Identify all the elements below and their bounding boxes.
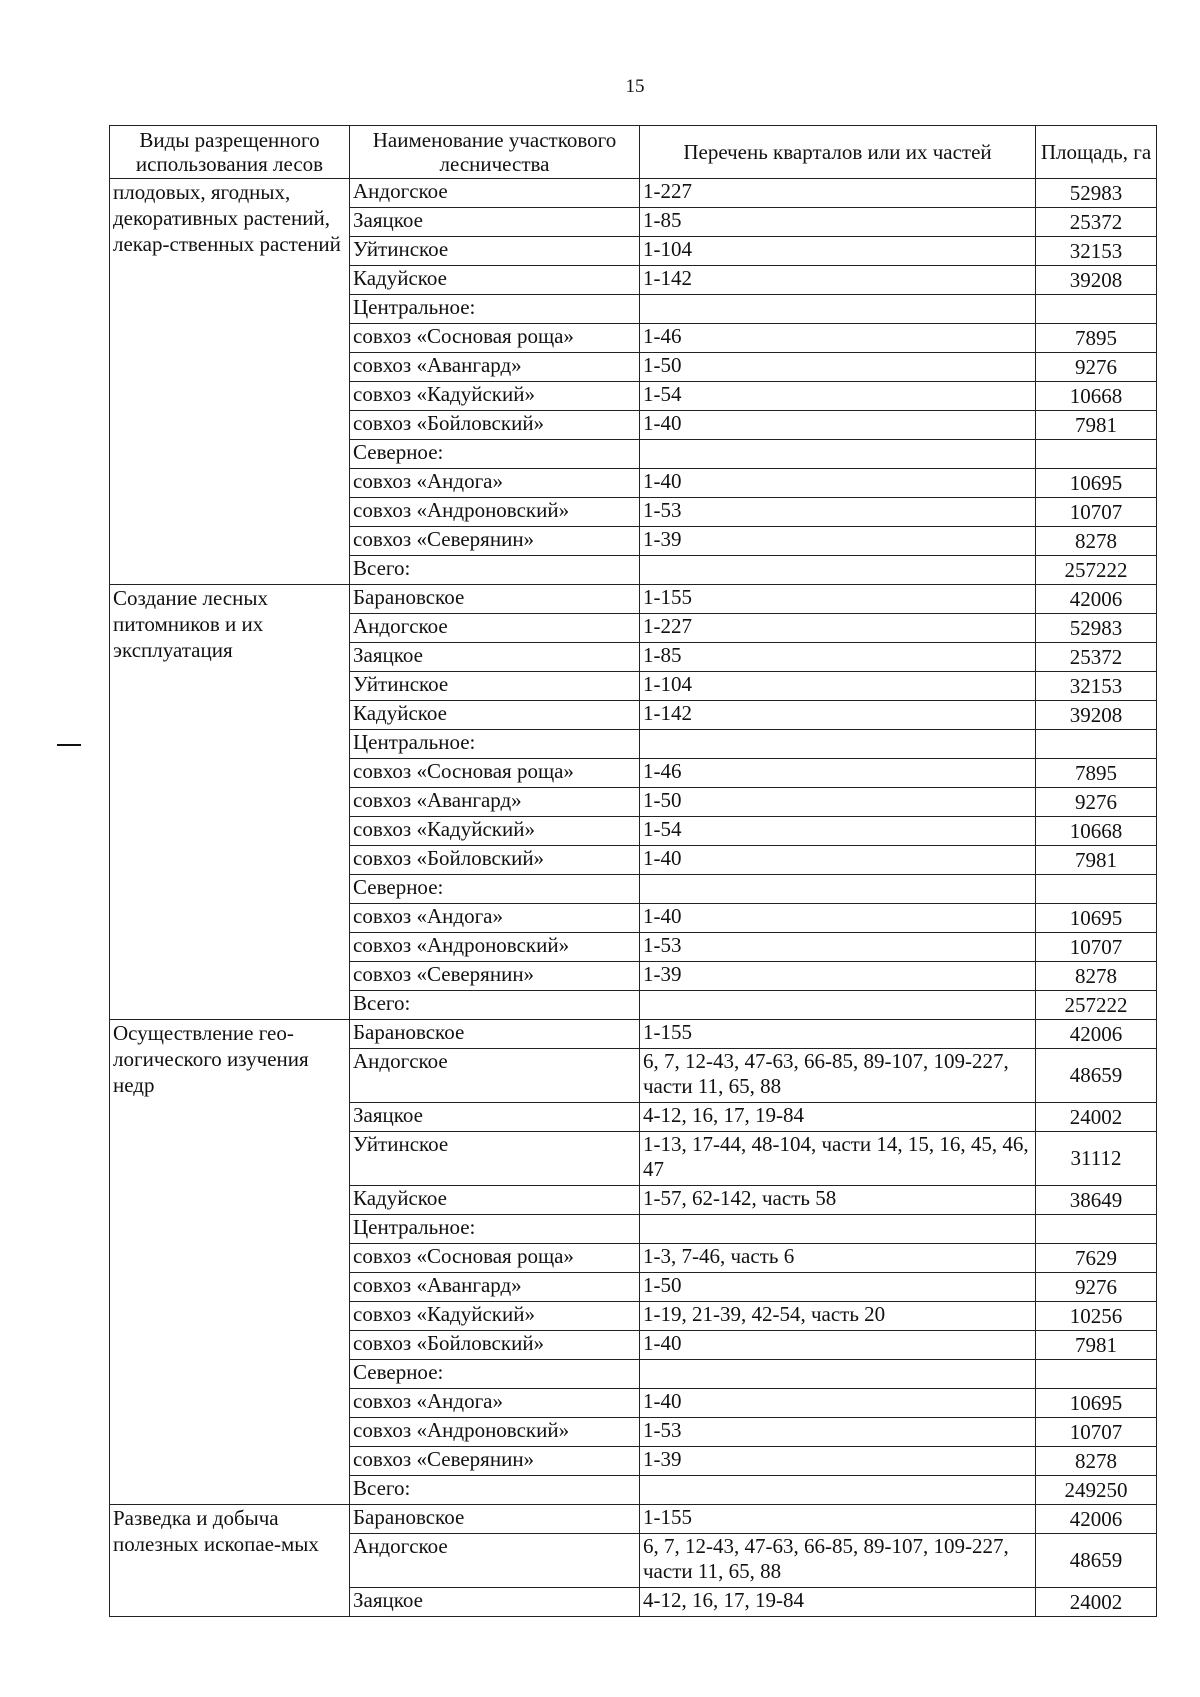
quarters-cell bbox=[640, 730, 1036, 759]
margin-dash-mark bbox=[57, 744, 81, 746]
quarters-cell: 1-53 bbox=[640, 1418, 1036, 1447]
area-cell bbox=[1036, 1215, 1157, 1244]
area-cell: 7629 bbox=[1036, 1244, 1157, 1273]
forestry-name-cell: Центральное: bbox=[350, 295, 640, 324]
quarters-cell: 1-142 bbox=[640, 701, 1036, 730]
use-type-cell: Осуществление гео-логического изучения недр bbox=[110, 1020, 350, 1505]
quarters-cell: 1-46 bbox=[640, 324, 1036, 353]
area-cell: 10707 bbox=[1036, 1418, 1157, 1447]
forestry-name-cell: совхоз «Андроновский» bbox=[350, 1418, 640, 1447]
forestry-name-cell: Барановское bbox=[350, 585, 640, 614]
forestry-name-cell: совхоз «Андога» bbox=[350, 1389, 640, 1418]
table-row bbox=[110, 1505, 1157, 1534]
forestry-name-cell: Северное: bbox=[350, 1360, 640, 1389]
area-cell: 7981 bbox=[1036, 846, 1157, 875]
quarters-cell bbox=[640, 991, 1036, 1020]
forestry-name-cell: совхоз «Северянин» bbox=[350, 962, 640, 991]
quarters-cell: 1-50 bbox=[640, 1273, 1036, 1302]
table-header-row bbox=[110, 126, 1157, 179]
forestry-name-cell: Кадуйское bbox=[350, 1186, 640, 1215]
area-cell: 39208 bbox=[1036, 266, 1157, 295]
quarters-cell: 1-54 bbox=[640, 817, 1036, 846]
area-cell bbox=[1036, 1360, 1157, 1389]
area-cell: 8278 bbox=[1036, 1447, 1157, 1476]
quarters-cell: 1-3, 7-46, часть 6 bbox=[640, 1244, 1036, 1273]
quarters-cell: 1-40 bbox=[640, 1389, 1036, 1418]
header-quarters-list: Перечень кварталов или их частей bbox=[640, 126, 1036, 179]
area-cell: 25372 bbox=[1036, 643, 1157, 672]
quarters-cell bbox=[640, 440, 1036, 469]
area-cell: 8278 bbox=[1036, 527, 1157, 556]
quarters-cell: 1-57, 62-142, часть 58 bbox=[640, 1186, 1036, 1215]
quarters-cell: 1-13, 17-44, 48-104, части 14, 15, 16, 45, 46, 47 bbox=[640, 1132, 1036, 1186]
table-row bbox=[110, 179, 1157, 208]
quarters-cell: 1-19, 21-39, 42-54, часть 20 bbox=[640, 1302, 1036, 1331]
area-cell: 10695 bbox=[1036, 904, 1157, 933]
header-area: Площадь, га bbox=[1036, 126, 1157, 179]
forestry-name-cell: Уйтинское bbox=[350, 672, 640, 701]
quarters-cell: 1-155 bbox=[640, 585, 1036, 614]
area-cell: 257222 bbox=[1036, 556, 1157, 585]
forestry-name-cell: Андогское bbox=[350, 179, 640, 208]
quarters-cell: 1-40 bbox=[640, 411, 1036, 440]
area-cell bbox=[1036, 875, 1157, 904]
area-cell: 10668 bbox=[1036, 817, 1157, 846]
area-cell: 39208 bbox=[1036, 701, 1157, 730]
forestry-name-cell: совхоз «Андроновский» bbox=[350, 498, 640, 527]
quarters-cell bbox=[640, 1215, 1036, 1244]
area-cell bbox=[1036, 440, 1157, 469]
forestry-name-cell: Всего: bbox=[350, 1476, 640, 1505]
forestry-name-cell: совхоз «Кадуйский» bbox=[350, 1302, 640, 1331]
quarters-cell: 1-40 bbox=[640, 1331, 1036, 1360]
quarters-cell: 4-12, 16, 17, 19-84 bbox=[640, 1103, 1036, 1132]
area-cell: 10695 bbox=[1036, 469, 1157, 498]
area-cell: 7981 bbox=[1036, 411, 1157, 440]
forestry-name-cell: Барановское bbox=[350, 1505, 640, 1534]
forestry-name-cell: совхоз «Бойловский» bbox=[350, 411, 640, 440]
quarters-cell: 1-53 bbox=[640, 933, 1036, 962]
forestry-name-cell: Центральное: bbox=[350, 730, 640, 759]
forestry-name-cell: совхоз «Бойловский» bbox=[350, 846, 640, 875]
forestry-name-cell: Барановское bbox=[350, 1020, 640, 1049]
table-row bbox=[110, 585, 1157, 614]
area-cell: 42006 bbox=[1036, 585, 1157, 614]
area-cell: 25372 bbox=[1036, 208, 1157, 237]
quarters-cell: 1-39 bbox=[640, 962, 1036, 991]
use-type-cell: плодовых, ягодных, декоративных растений, лекар-ственных растений bbox=[110, 179, 350, 585]
quarters-cell: 1-155 bbox=[640, 1505, 1036, 1534]
area-cell: 8278 bbox=[1036, 962, 1157, 991]
area-cell: 32153 bbox=[1036, 237, 1157, 266]
use-type-cell: Создание лесных питомников и их эксплуатация bbox=[110, 585, 350, 1020]
forestry-name-cell: совхоз «Авангард» bbox=[350, 1273, 640, 1302]
quarters-cell: 1-227 bbox=[640, 614, 1036, 643]
area-cell: 9276 bbox=[1036, 1273, 1157, 1302]
forestry-name-cell: совхоз «Северянин» bbox=[350, 1447, 640, 1476]
area-cell: 24002 bbox=[1036, 1103, 1157, 1132]
forestry-name-cell: Северное: bbox=[350, 875, 640, 904]
forestry-name-cell: Андогское bbox=[350, 1534, 640, 1588]
forest-use-table bbox=[109, 125, 1157, 1617]
forestry-name-cell: Кадуйское bbox=[350, 701, 640, 730]
quarters-cell: 6, 7, 12-43, 47-63, 66-85, 89-107, 109-227, части 11, 65, 88 bbox=[640, 1049, 1036, 1103]
area-cell bbox=[1036, 295, 1157, 324]
forestry-name-cell: Заяцкое bbox=[350, 643, 640, 672]
forestry-name-cell: Андогское bbox=[350, 614, 640, 643]
table-body bbox=[110, 179, 1157, 1617]
area-cell: 52983 bbox=[1036, 614, 1157, 643]
forestry-name-cell: Заяцкое bbox=[350, 1103, 640, 1132]
area-cell: 10668 bbox=[1036, 382, 1157, 411]
forestry-name-cell: совхоз «Андроновский» bbox=[350, 933, 640, 962]
forestry-name-cell: совхоз «Авангард» bbox=[350, 788, 640, 817]
area-cell: 52983 bbox=[1036, 179, 1157, 208]
area-cell: 10707 bbox=[1036, 933, 1157, 962]
forestry-name-cell: Кадуйское bbox=[350, 266, 640, 295]
forestry-name-cell: совхоз «Андога» bbox=[350, 469, 640, 498]
forestry-name-cell: совхоз «Бойловский» bbox=[350, 1331, 640, 1360]
quarters-cell: 4-12, 16, 17, 19-84 bbox=[640, 1588, 1036, 1617]
forestry-name-cell: Андогское bbox=[350, 1049, 640, 1103]
quarters-cell: 1-40 bbox=[640, 904, 1036, 933]
area-cell: 31112 bbox=[1036, 1132, 1157, 1186]
forestry-name-cell: Уйтинское bbox=[350, 237, 640, 266]
quarters-cell: 6, 7, 12-43, 47-63, 66-85, 89-107, 109-227, части 11, 65, 88 bbox=[640, 1534, 1036, 1588]
area-cell: 7895 bbox=[1036, 324, 1157, 353]
quarters-cell: 1-39 bbox=[640, 1447, 1036, 1476]
quarters-cell bbox=[640, 556, 1036, 585]
forestry-name-cell: Всего: bbox=[350, 991, 640, 1020]
header-use-type: Виды разрещенного использования лесов bbox=[110, 126, 350, 179]
quarters-cell: 1-155 bbox=[640, 1020, 1036, 1049]
area-cell: 257222 bbox=[1036, 991, 1157, 1020]
forestry-name-cell: Центральное: bbox=[350, 1215, 640, 1244]
forestry-name-cell: совхоз «Кадуйский» bbox=[350, 382, 640, 411]
area-cell: 48659 bbox=[1036, 1534, 1157, 1588]
area-cell: 7981 bbox=[1036, 1331, 1157, 1360]
quarters-cell: 1-53 bbox=[640, 498, 1036, 527]
quarters-cell: 1-104 bbox=[640, 672, 1036, 701]
page-number: 15 bbox=[625, 76, 645, 97]
area-cell: 48659 bbox=[1036, 1049, 1157, 1103]
forestry-name-cell: совхоз «Андога» bbox=[350, 904, 640, 933]
quarters-cell bbox=[640, 1476, 1036, 1505]
area-cell: 32153 bbox=[1036, 672, 1157, 701]
quarters-cell: 1-104 bbox=[640, 237, 1036, 266]
forestry-name-cell: совхоз «Сосновая роща» bbox=[350, 1244, 640, 1273]
area-cell: 10707 bbox=[1036, 498, 1157, 527]
forestry-name-cell: Северное: bbox=[350, 440, 640, 469]
forestry-name-cell: Заяцкое bbox=[350, 1588, 640, 1617]
quarters-cell: 1-227 bbox=[640, 179, 1036, 208]
area-cell: 249250 bbox=[1036, 1476, 1157, 1505]
quarters-cell: 1-85 bbox=[640, 208, 1036, 237]
header-forestry-name: Наименование участкового лесничества bbox=[350, 126, 640, 179]
forestry-name-cell: совхоз «Сосновая роща» bbox=[350, 759, 640, 788]
forestry-name-cell: Уйтинское bbox=[350, 1132, 640, 1186]
forestry-name-cell: совхоз «Сосновая роща» bbox=[350, 324, 640, 353]
area-cell: 42006 bbox=[1036, 1020, 1157, 1049]
area-cell: 10256 bbox=[1036, 1302, 1157, 1331]
use-type-cell: Разведка и добыча полезных ископае-мых bbox=[110, 1505, 350, 1617]
area-cell: 10695 bbox=[1036, 1389, 1157, 1418]
area-cell: 42006 bbox=[1036, 1505, 1157, 1534]
area-cell: 7895 bbox=[1036, 759, 1157, 788]
forestry-name-cell: совхоз «Авангард» bbox=[350, 353, 640, 382]
quarters-cell: 1-40 bbox=[640, 469, 1036, 498]
quarters-cell bbox=[640, 295, 1036, 324]
quarters-cell bbox=[640, 1360, 1036, 1389]
forestry-name-cell: совхоз «Кадуйский» bbox=[350, 817, 640, 846]
quarters-cell: 1-50 bbox=[640, 788, 1036, 817]
area-cell: 9276 bbox=[1036, 353, 1157, 382]
area-cell bbox=[1036, 730, 1157, 759]
area-cell: 38649 bbox=[1036, 1186, 1157, 1215]
forestry-name-cell: Заяцкое bbox=[350, 208, 640, 237]
quarters-cell: 1-46 bbox=[640, 759, 1036, 788]
quarters-cell: 1-39 bbox=[640, 527, 1036, 556]
forestry-name-cell: Всего: bbox=[350, 556, 640, 585]
area-cell: 9276 bbox=[1036, 788, 1157, 817]
table-row bbox=[110, 1020, 1157, 1049]
quarters-cell: 1-85 bbox=[640, 643, 1036, 672]
quarters-cell: 1-50 bbox=[640, 353, 1036, 382]
area-cell: 24002 bbox=[1036, 1588, 1157, 1617]
quarters-cell: 1-40 bbox=[640, 846, 1036, 875]
quarters-cell bbox=[640, 875, 1036, 904]
quarters-cell: 1-142 bbox=[640, 266, 1036, 295]
forestry-name-cell: совхоз «Северянин» bbox=[350, 527, 640, 556]
quarters-cell: 1-54 bbox=[640, 382, 1036, 411]
